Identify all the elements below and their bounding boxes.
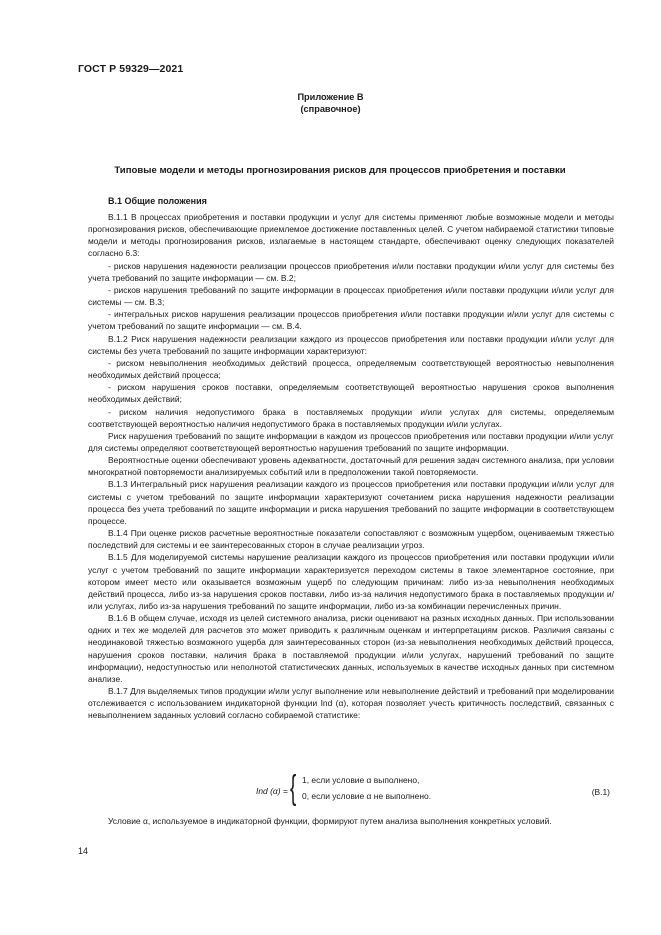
paragraph: - рисков нарушения требований по защите информации в процессах приобретения и/или поставки продукции и/или услуг для системы — см. В.3; — [88, 284, 614, 308]
paragraph: - интегральных рисков нарушения реализации процессов приобретения и/или поставки продукции и/или услуг для системы с учетом требований по защите информации — см. В.4. — [88, 309, 614, 332]
paragraph: Условие α, используемое в индикаторной функции, формируют путем анализа выполнения конкретных условий. — [108, 816, 552, 826]
paragraph: В.1.3 Интегральный риск нарушения реализации каждого из процессов приобретения или поставки продукции и/или услуг для системы с учетом требований по защите информации характеризуют сочетанием риска нарушения надежности реализации процесса без учета требований по защите информации и риска нарушения требований по защите информации в соответствующем процессе. — [88, 479, 614, 526]
paragraph: В.1.1 В процессах приобретения и поставки продукции и услуг для системы применяют любые возможные модели и методы прогнозирования рисков, обеспечивающие приемлемое достижение поставленных целей. С учетом набираемой статистики типовые модели и методы прогнозирования рисков, излагаемые в настоящем стандарте, обеспечивают оценку следующих показателей согласно 6.3: — [88, 212, 614, 259]
formula-case-1: 1, если условие α выполнено, — [302, 775, 420, 785]
paragraph: - риском нарушения сроков поставки, определяемым соответствующей вероятностью нарушения сроков выполнения необходимых действий; — [88, 382, 614, 405]
paragraph: Вероятностные оценки обеспечивают уровень адекватности, достаточный для решения задач системного анализа, при условии многократной повторяемости анализируемых событий или в предположении такой повторяемости. — [88, 455, 614, 478]
standard-header: ГОСТ Р 59329—2021 — [78, 63, 184, 75]
paragraph: В.1.5 Для моделируемой системы нарушение реализации каждого из процессов приобретения или поставки продукции и/или услуг с учетом требований по защите информации характеризуется переходом системы в такое элементарное состояние, при котором имеет место или оказывается возможным ущерб по следующим причинам: либо из-за невыполнения необходимых действий процесса, либо из-за нарушения сроков поставки, либо из-за наличия недопустимого брака в поставляемых продукции и/или услугах, либо из-за нарушения требований по защите информации, либо из-за комбинации перечисленных причин. — [88, 552, 614, 611]
section-heading: В.1 Общие положения — [108, 196, 207, 206]
curly-brace-icon: { — [290, 769, 297, 807]
paragraph: - риском невыполнения необходимых действий процесса, определяемым соответствующей вероятностью невыполнения необходимых действий процесса; — [88, 357, 614, 381]
page-number: 14 — [78, 846, 89, 856]
after-formula-text — [88, 815, 614, 827]
paragraph: Риск нарушения требований по защите информации в каждом из процессов приобретения или поставки продукции и/или услуг для системы определяют соответствующей вероятностью нарушения требований по защите информации. — [88, 430, 614, 453]
body-text — [88, 211, 614, 722]
formula-b1 — [88, 769, 614, 809]
formula-number: (В.1) — [591, 787, 610, 797]
appendix-status: (справочное) — [300, 104, 361, 114]
paragraph: - рисков нарушения надежности реализации процессов приобретения и/или поставки продукции и/или услуг для системы без учета требований по защите информации — см. В.2; — [88, 260, 614, 283]
paragraph: В.1.4 При оценке рисков расчетные вероятностные показатели сопоставляют с возможным ущербом, оцениваемым тяжестью последствий для системы и ее заинтересованных сторон в случае реализации угроз. — [88, 528, 614, 551]
paragraph: В.1.2 Риск нарушения надежности реализации каждого из процессов приобретения или поставки продукции и/или услуг для системы без учета требований по защите информации характеризуют: — [88, 333, 614, 356]
paragraph: - риском наличия недопустимого брака в поставляемых продукции и/или услугах для системы, определяемым соответствующей вероятностью наличия недопустимого брака в поставляемых продукции и/или услугах. — [88, 406, 614, 429]
paragraph: В.1.6 В общем случае, исходя из целей системного анализа, риски оценивают на разных исходных данных. При использовании одних и тех же моделей для расчетов это может приводить к различным оценкам и интерпретациям рисков. Различия связаны с неодинаковой тяжестью возможного ущерба для заинтересованных сторон (из-за невыполнения необходимых действий процесса, нарушения сроков поставки, наличия брака в поставляемой продукции и/или услугах, нарушений требований по защите информации), недоступностью или неполнотой статистических данных, используемых в качестве исходных данных при системном анализе. — [88, 613, 614, 684]
paragraph: В.1.7 Для выделяемых типов продукции и/или услуг выполнение или невыполнение действий и требований при моделировании отслеживается с использованием индикаторной функции Ind (α), которая позволяет учесть критичность последствий, связанных с невыполнением заданных условий согласно собираемой статистике: — [88, 686, 614, 721]
appendix-heading: Типовые модели и методы прогнозирования рисков для процессов приобретения и поставки — [114, 165, 566, 176]
appendix-title: Приложение В — [297, 92, 364, 102]
formula-case-2: 0, если условие α не выполнено. — [302, 791, 432, 801]
formula-lhs: Ind (α) = — [256, 786, 288, 796]
